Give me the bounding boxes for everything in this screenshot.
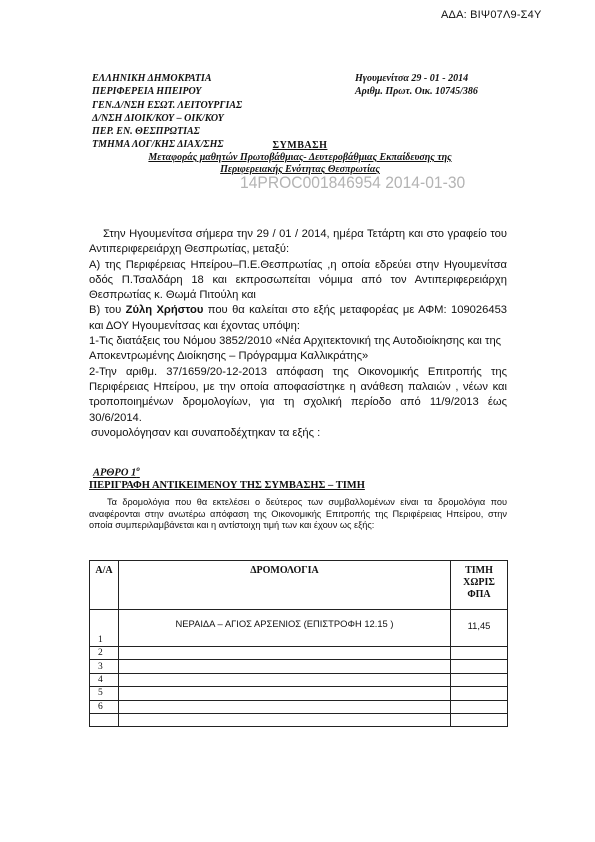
- col-header-routes: ΔΡΟΜΟΛΟΓΙΑ: [119, 561, 451, 610]
- table-row: [90, 660, 508, 673]
- article-text: Τα δρομολόγια που θα εκτελέσει ο δεύτερος των συμβαλλομένων είναι τα δρομολόγια που αναφέρονται στην ανωτέρω απόφαση της Οικονομικής Επιτροπής της Περιφέρειας Ηπείρου, στην οποία συμπεριλαμβάνεται και η αντίστοιχη τιμή των και έχουν ως εξής:: [89, 497, 507, 531]
- document-date: Ηγουμενίτσα 29 - 01 - 2014: [355, 73, 469, 84]
- table-row: [90, 700, 508, 713]
- authority-line: Δ/ΝΣΗ ΔΙΟΙΚ/ΚΟΥ – ΟΙΚ/ΚΟΥ: [92, 112, 224, 124]
- row-number: [90, 713, 119, 726]
- price-cell: 11,45: [451, 610, 508, 647]
- route-cell: [119, 647, 451, 660]
- table-row: [90, 610, 508, 647]
- title-main: ΣΥΜΒΑΣΗ: [272, 140, 328, 151]
- route-cell: [119, 687, 451, 700]
- table-row: [90, 713, 508, 726]
- authority-line: ΓΕΝ.Δ/ΝΣΗ ΕΣΩΤ. ΛΕΙΤΟΥΡΓΙΑΣ: [92, 99, 243, 111]
- routes-table: [89, 560, 508, 727]
- table-row: [90, 673, 508, 686]
- authority-line: ΤΜΗΜΑ ΛΟΓ/ΚΗΣ ΔΙΑΧ/ΣΗΣ: [92, 139, 224, 151]
- article-title: ΠΕΡΙΓΡΑΦΗ ΑΝΤΙΚΕΙΜΕΝΟΥ ΤΗΣ ΣΥΜΒΑΣΗΣ – ΤΙΜΗ: [89, 479, 365, 491]
- title-line-2: Περιφερειακής Ενότητας Θεσπρωτίας: [220, 164, 380, 175]
- row-number: 6: [90, 700, 119, 713]
- watermark-stamp: 14PROC001846954 2014-01-30: [240, 173, 466, 192]
- protocol-number: Αριθμ. Πρωτ. Οικ. 10745/386: [355, 86, 478, 98]
- party-a-paragraph: Α) της Περιφέρειας Ηπείρου–Π.Ε.Θεσπρωτίας ,η οποία εδρεύει στην Ηγουμενίτσα οδός Π.Τσαλδάρη 18 και εκπροσωπείται νόμιμα από τον Αντιπεριφερειάρχη Θεσπρωτίας κ. Θωμά Πιτούλη και: [89, 258, 507, 302]
- ada-code: ΑΔΑ: ΒΙΨ07Λ9-Σ4Υ: [441, 9, 542, 21]
- contractor-name: Ζύλη Χρήστου: [125, 304, 204, 317]
- contract-body: [89, 227, 507, 441]
- price-cell: [451, 660, 508, 673]
- article-number: ΑΡΘΡΟ $1^o$: [93, 465, 140, 479]
- price-cell: [451, 700, 508, 713]
- row-number: 1: [90, 610, 119, 647]
- title-line-1: Μεταφοράς μαθητών Πρωτοβάθμιας- Δευτεροβάθμιας Εκπαίδευσης της: [148, 152, 452, 163]
- article-heading: [89, 463, 365, 492]
- authority-line: ΠΕΡΙΦΕΡΕΙΑ ΗΠΕΙΡΟΥ: [92, 86, 202, 98]
- contract-title: [92, 140, 508, 176]
- party-b-paragraph: Β) του Ζύλη Χρήστου που θα καλείται στο εξής μεταφορέας με ΑΦΜ: 109026453 και ΔΟΥ Ηγουμενίτσας και έχοντας υπόψη:: [89, 304, 508, 332]
- table-row: [90, 647, 508, 660]
- route-cell: [119, 713, 451, 726]
- law-reference: 1-Τις διατάξεις του Νόμου 3852/2010 «Νέα Αρχιτεκτονική της Αυτοδιοίκησης και της Αποκεντρωμένης Διοίκησης – Πρόγραμμα Καλλικράτης»: [89, 335, 502, 363]
- table-header-row: [90, 561, 508, 610]
- table-row: [90, 687, 508, 700]
- decision-reference: 2-Την αριθμ. 37/1659/20-12-2013 απόφαση της Οικονομικής Επιτροπής της Περιφέρειας Ηπείρου, με την οποία αποφασίστηκε η ανάθεση παλαιών , νέων και τροποποιημένων δρομολογίων, για τη σχολική περίοδο από 11/9/2013 έως 30/6/2014.: [89, 365, 507, 424]
- price-cell: [451, 687, 508, 700]
- route-cell: ΝΕΡΑΙΔΑ – ΑΓΙΟΣ ΑΡΣΕΝΙΟΣ (ΕΠΙΣΤΡΟΦΗ 12.15 ): [119, 610, 451, 647]
- col-header-aa: Α/Α: [90, 561, 119, 610]
- row-number: 3: [90, 660, 119, 673]
- intro-paragraph: Στην Ηγουμενίτσα σήμερα την 29 / 01 / 2014, ημέρα Τετάρτη και στο γραφείο του Αντιπεριφερειάρχη Θεσπρωτίας, μεταξύ:: [89, 228, 507, 256]
- agreement-line: συνομολόγησαν και συναποδέχτηκαν τα εξής :: [91, 426, 321, 439]
- route-cell: [119, 660, 451, 673]
- price-cell: [451, 673, 508, 686]
- authority-line: ΠΕΡ. ΕΝ. ΘΕΣΠΡΩΤΙΑΣ: [92, 126, 200, 138]
- route-cell: [119, 700, 451, 713]
- col-header-price: ΤΙΜΗ ΧΩΡΙΣ ΦΠΑ: [451, 561, 508, 610]
- date-protocol-block: [355, 72, 478, 99]
- row-number: 2: [90, 647, 119, 660]
- row-number: 5: [90, 687, 119, 700]
- price-cell: [451, 647, 508, 660]
- price-cell: [451, 713, 508, 726]
- route-cell: [119, 673, 451, 686]
- authority-line: ΕΛΛΗΝΙΚΗ ΔΗΜΟΚΡΑΤΙΑ: [92, 73, 212, 84]
- row-number: 4: [90, 673, 119, 686]
